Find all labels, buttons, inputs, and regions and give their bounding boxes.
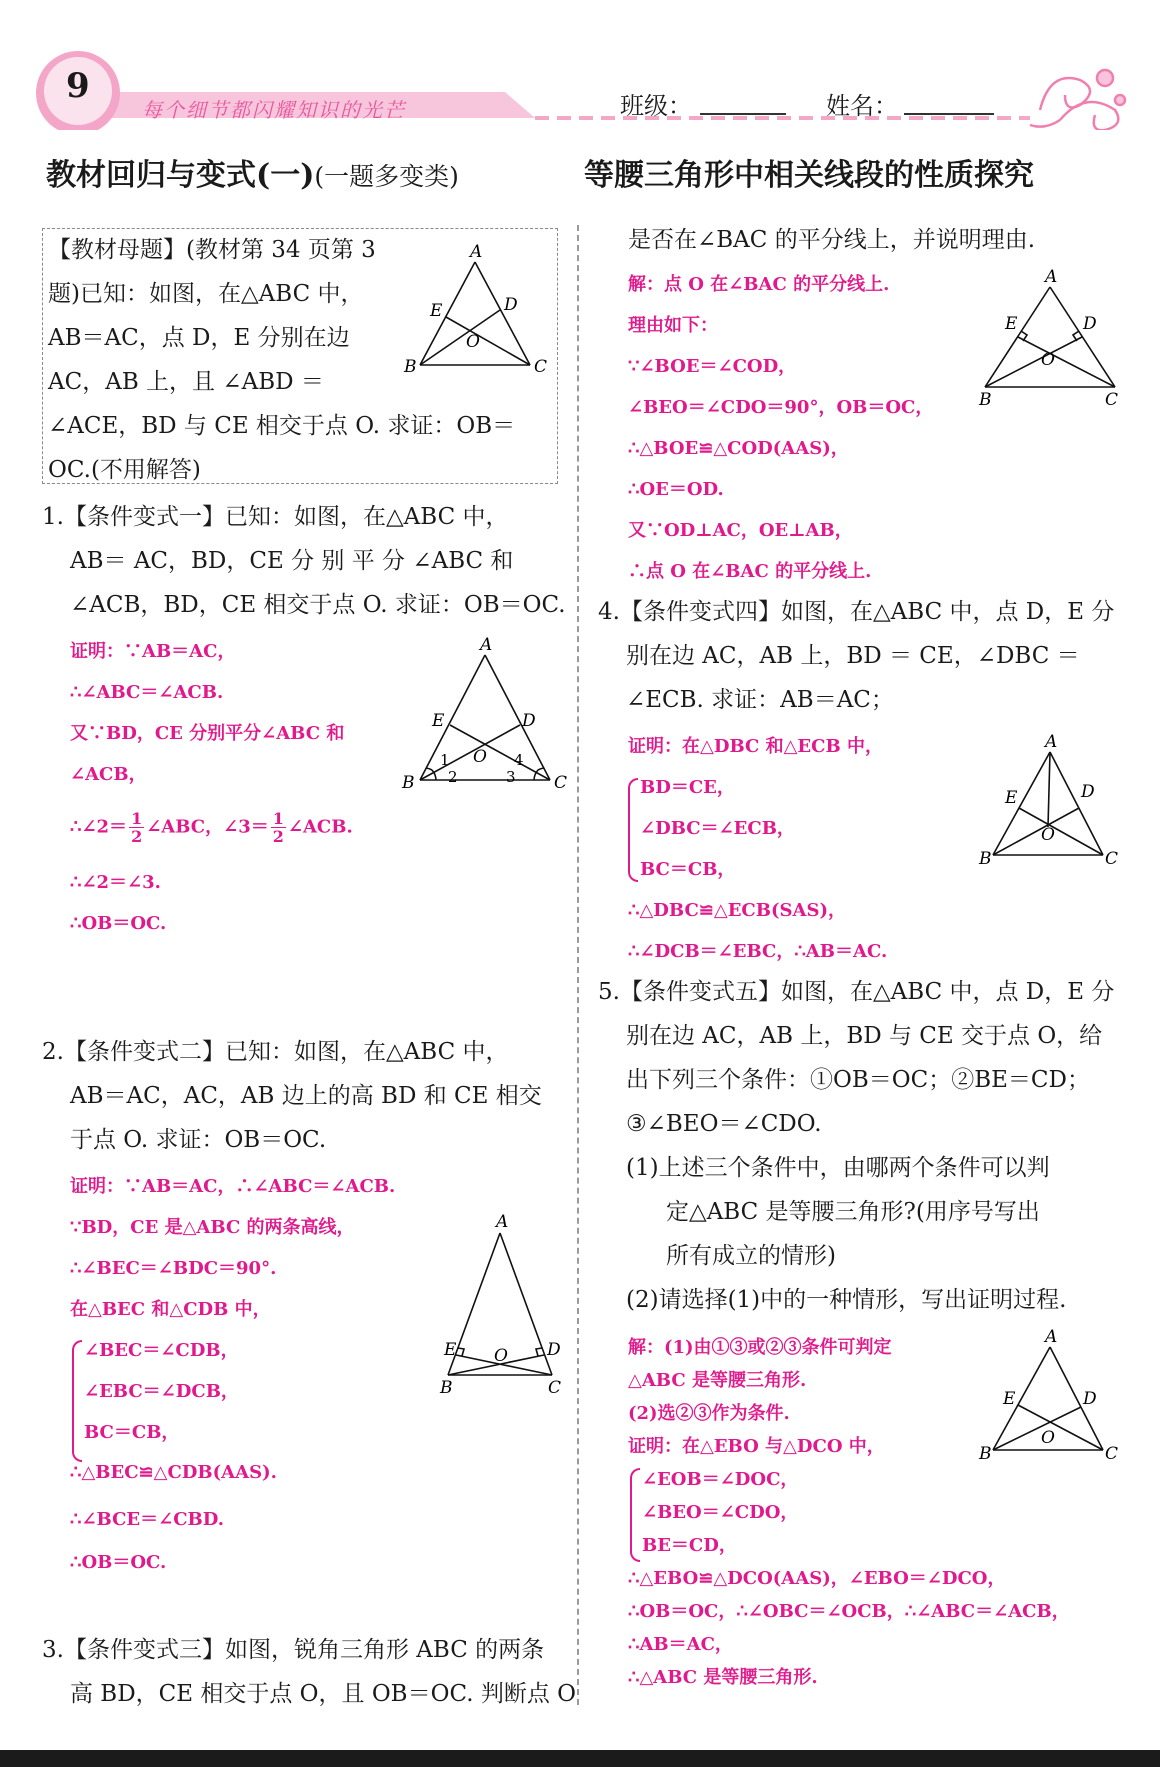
bottom-bar [0,1750,1160,1767]
svg-text:C: C [1105,849,1119,869]
mother-problem-text: 【教材母题】(教材第 34 页第 3 题)已知：如图，在△ABC 中， AB＝AC，点 D，E 分别在边 AC，AB 上，且 ∠ABD ＝ ∠ACE，BD 与 CE 相交于点 O. 求证：OB＝ OC.(不用解答) [48,237,516,483]
q2-text: 2.【条件变式二】已知：如图，在△ABC 中， AB＝AC，AC，AB 边上的高 BD 和 CE 相交 于点 O. 求证：OB＝OC. [42,1039,542,1153]
svg-text:D: D [1083,1389,1097,1409]
title-left: 教材回归与变式(一)(一题多变类) [46,158,459,193]
svg-text:O: O [1041,825,1055,845]
svg-text:D: D [522,711,536,731]
svg-text:C: C [554,773,568,793]
class-label: 班级： [620,92,692,120]
q5-brace [630,1468,640,1562]
q2-brace [72,1340,82,1462]
svg-text:E: E [444,1340,457,1360]
q2-triangle-figure [430,1205,570,1405]
svg-text:A: A [1045,267,1058,287]
q5-triangle-figure [975,1325,1135,1470]
page-number: 9 [66,66,90,106]
svg-text:2: 2 [448,768,458,786]
svg-text:B: B [402,773,415,793]
label-C: C [534,357,548,377]
svg-text:O: O [1041,350,1055,370]
svg-text:C: C [1105,390,1119,410]
title-right: 等腰三角形中相关线段的性质探究 [584,158,1034,193]
svg-text:1: 1 [440,751,450,769]
label-D: D [504,295,518,315]
svg-text:D: D [1081,782,1095,802]
svg-text:O: O [1041,1428,1055,1448]
svg-text:E: E [1005,788,1018,808]
label-O: O [466,332,480,352]
label-A: A [470,242,483,262]
flower-ornament-icon [1030,70,1125,130]
name-label: 姓名： [826,92,898,120]
svg-text:B: B [979,390,992,410]
q3-triangle-figure [975,265,1135,415]
svg-text:E: E [1005,314,1018,334]
svg-text:D: D [1083,314,1097,334]
name-blank-line [904,113,994,115]
svg-text:A: A [496,1212,509,1232]
svg-text:4: 4 [514,751,524,769]
q4-text: 4.【条件变式四】如图，在△ABC 中，点 D，E 分 别在边 AC，AB 上，BD ＝ CE，∠DBC ＝ ∠ECB. 求证：AB＝AC； [598,599,1115,713]
svg-text:E: E [432,711,445,731]
label-E: E [430,301,443,321]
class-blank-line [700,113,786,115]
q4-brace [628,778,638,882]
svg-text:A: A [1045,732,1058,752]
q3-text-continued: 是否在∠BAC 的平分线上，并说明理由. [628,227,1036,253]
svg-text:A: A [480,635,493,655]
svg-text:D: D [547,1340,561,1360]
svg-text:C: C [1105,1444,1119,1464]
svg-text:O: O [473,747,487,767]
label-B: B [404,357,417,377]
q4-triangle-figure [975,730,1135,875]
mother-triangle-figure [400,240,550,380]
svg-text:3: 3 [506,768,516,786]
svg-text:O: O [494,1346,508,1366]
svg-text:E: E [1003,1389,1016,1409]
q5-text: 5.【条件变式五】如图，在△ABC 中，点 D，E 分 别在边 AC，AB 上，BD 与 CE 交于点 O，给 出下列三个条件：①OB＝OC；②BE＝CD； ③∠BEO＝∠CDO. (1)上述三个条件中，由哪两个条件可以判 定△ABC 是等腰三角形?(用序号写出 所有成立的情形) (2)请选择(1)中的一种情形，写出证明过程. [598,979,1115,1313]
q1-triangle-figure [400,630,570,795]
q1-text: 1.【条件变式一】已知：如图，在△ABC 中， AB＝ AC，BD，CE 分 别 平 分 ∠ABC 和 ∠ACB，BD，CE 相交于点 O. 求证：OB＝OC. [42,504,566,618]
q3-text: 3.【条件变式三】如图，锐角三角形 ABC 的两条 高 BD，CE 相交于点 O，且 OB＝OC. 判断点 O [42,1637,577,1707]
column-divider [577,225,579,1705]
svg-text:A: A [1045,1327,1058,1347]
svg-text:B: B [979,1444,992,1464]
svg-text:B: B [979,849,992,869]
header-slogan: 每个细节都闪耀知识的光芒 [142,98,406,122]
svg-text:B: B [440,1378,453,1398]
svg-text:C: C [548,1378,562,1398]
